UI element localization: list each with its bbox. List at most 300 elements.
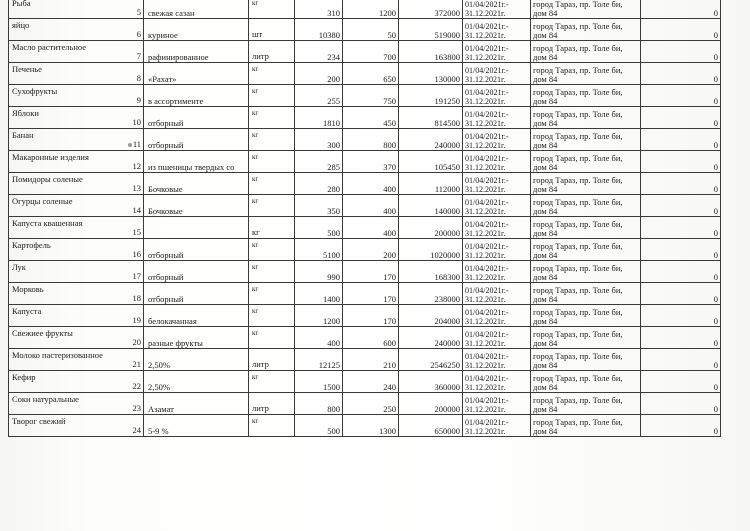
- period-end: 31.12.2021г.: [465, 97, 506, 106]
- item-description-cell: [144, 41, 249, 63]
- period-start: 01/04/2021г.-: [465, 330, 509, 339]
- unit-price-cell: [343, 217, 399, 239]
- advance-cell: [641, 371, 721, 393]
- delivery-address-house: дом 84: [533, 360, 558, 370]
- advance-value: 0: [713, 316, 718, 326]
- period-start: 01/04/2021г.-: [465, 66, 509, 75]
- period-start: 01/04/2021г.-: [465, 396, 509, 405]
- item-name-cell: [9, 239, 144, 261]
- advance-cell: [641, 305, 721, 327]
- quantity: 1810: [323, 118, 340, 128]
- quantity: 300: [327, 140, 340, 150]
- total-amount-cell: [399, 371, 463, 393]
- total-amount-cell: [399, 217, 463, 239]
- unit-price-cell: [343, 393, 399, 415]
- advance-cell: [641, 85, 721, 107]
- item-description-cell: [144, 173, 249, 195]
- unit-of-measure: литр: [252, 403, 269, 413]
- advance-cell: [641, 349, 721, 371]
- delivery-address-house: дом 84: [533, 294, 558, 304]
- item-name: Огурцы соленые: [12, 196, 73, 206]
- delivery-period-cell: [463, 371, 531, 393]
- delivery-place-cell: [531, 283, 641, 305]
- delivery-address: город Тараз, пр. Толе би,: [533, 395, 623, 405]
- delivery-period-cell: [463, 41, 531, 63]
- advance-cell: [641, 239, 721, 261]
- total-amount: 168300: [434, 272, 460, 282]
- delivery-place-cell: [531, 349, 641, 371]
- unit-cell: [249, 195, 295, 217]
- delivery-period-cell: [463, 0, 531, 19]
- unit-cell: [249, 85, 295, 107]
- delivery-place-cell: [531, 415, 641, 437]
- period-end: 31.12.2021г.: [465, 185, 506, 194]
- advance-cell: [641, 327, 721, 349]
- total-amount: 2546250: [430, 360, 460, 370]
- unit-cell: [249, 305, 295, 327]
- unit-price: 50: [387, 30, 396, 40]
- delivery-period-cell: [463, 283, 531, 305]
- delivery-period-cell: [463, 217, 531, 239]
- item-name: Лук: [12, 262, 26, 272]
- item-description-cell: [144, 261, 249, 283]
- item-description: разные фрукты: [148, 338, 203, 348]
- unit-price: 600: [383, 338, 396, 348]
- item-name-cell: [9, 283, 144, 305]
- item-description-cell: [144, 129, 249, 151]
- item-name: Картофель: [12, 240, 51, 250]
- item-name: Капуста квашенная: [12, 218, 83, 228]
- item-name-cell: [9, 327, 144, 349]
- table-row: [9, 19, 721, 41]
- unit-of-measure: кг: [252, 241, 259, 249]
- item-description: Азамат: [148, 404, 174, 414]
- unit-of-measure: кг: [252, 373, 259, 381]
- row-number: 7: [136, 51, 141, 61]
- unit-price: 450: [383, 118, 396, 128]
- unit-cell: [249, 371, 295, 393]
- advance-cell: [641, 393, 721, 415]
- row-number: 10: [132, 117, 141, 127]
- unit-price-cell: [343, 283, 399, 305]
- table-row: [9, 283, 721, 305]
- total-amount-cell: [399, 283, 463, 305]
- unit-price: 400: [383, 228, 396, 238]
- advance-value: 0: [713, 228, 718, 238]
- item-name-cell: [9, 415, 144, 437]
- period-end: 31.12.2021г.: [465, 295, 506, 304]
- quantity: 1500: [323, 382, 340, 392]
- unit-cell: [249, 349, 295, 371]
- item-name-cell: [9, 173, 144, 195]
- period-end: 31.12.2021г.: [465, 9, 506, 18]
- delivery-place-cell: [531, 129, 641, 151]
- delivery-period-cell: [463, 173, 531, 195]
- unit-price-cell: [343, 129, 399, 151]
- item-name: Банан: [12, 130, 34, 140]
- advance-value: 0: [713, 382, 718, 392]
- quantity: 310: [327, 8, 340, 18]
- total-amount: 814500: [434, 118, 460, 128]
- quantity-cell: [295, 283, 343, 305]
- period-start: 01/04/2021г.-: [465, 44, 509, 53]
- delivery-address: город Тараз, пр. Толе би,: [533, 175, 623, 185]
- procurement-rows: [9, 0, 721, 437]
- period-start: 01/04/2021г.-: [465, 220, 509, 229]
- table-row: [9, 261, 721, 283]
- row-number: 21: [132, 359, 141, 369]
- item-name: Свежиее фрукты: [12, 328, 73, 338]
- period-start: 01/04/2021г.-: [465, 418, 509, 427]
- unit-price: 650: [383, 74, 396, 84]
- item-name: Молоко пастеризованное: [12, 350, 103, 360]
- total-amount-cell: [399, 327, 463, 349]
- item-description-cell: [144, 393, 249, 415]
- total-amount: 204000: [434, 316, 460, 326]
- delivery-address-house: дом 84: [533, 96, 558, 106]
- delivery-place-cell: [531, 305, 641, 327]
- row-number: 14: [132, 205, 141, 215]
- row-number: 19: [132, 315, 141, 325]
- advance-value: 0: [713, 206, 718, 216]
- total-amount-cell: [399, 415, 463, 437]
- period-start: 01/04/2021г.-: [465, 0, 509, 9]
- unit-price: 170: [383, 294, 396, 304]
- unit-price-cell: [343, 41, 399, 63]
- quantity-cell: [295, 173, 343, 195]
- table-row: [9, 305, 721, 327]
- delivery-place-cell: [531, 107, 641, 129]
- total-amount: 200000: [434, 228, 460, 238]
- period-start: 01/04/2021г.-: [465, 286, 509, 295]
- row-number: 8: [136, 73, 141, 83]
- unit-of-measure: кг: [252, 175, 259, 183]
- item-description-cell: [144, 0, 249, 19]
- unit-cell: [249, 327, 295, 349]
- item-description: «Рахат»: [148, 74, 177, 84]
- delivery-address-house: дом 84: [533, 52, 558, 62]
- unit-price-cell: [343, 19, 399, 41]
- total-amount-cell: [399, 239, 463, 261]
- advance-value: 0: [713, 272, 718, 282]
- quantity: 5100: [323, 250, 340, 260]
- quantity: 280: [327, 184, 340, 194]
- quantity-cell: [295, 261, 343, 283]
- item-description-cell: [144, 107, 249, 129]
- item-name: Рыба: [12, 0, 31, 8]
- total-amount-cell: [399, 151, 463, 173]
- period-start: 01/04/2021г.-: [465, 374, 509, 383]
- item-name-cell: [9, 195, 144, 217]
- delivery-address-house: дом 84: [533, 184, 558, 194]
- advance-cell: [641, 217, 721, 239]
- total-amount: 140000: [434, 206, 460, 216]
- delivery-period-cell: [463, 63, 531, 85]
- unit-price: 170: [383, 272, 396, 282]
- total-amount: 1020000: [430, 250, 460, 260]
- delivery-address-house: дом 84: [533, 140, 558, 150]
- delivery-place-cell: [531, 19, 641, 41]
- advance-cell: [641, 195, 721, 217]
- table-row: [9, 129, 721, 151]
- advance-value: 0: [713, 294, 718, 304]
- period-end: 31.12.2021г.: [465, 405, 506, 414]
- advance-value: 0: [713, 74, 718, 84]
- period-start: 01/04/2021г.-: [465, 264, 509, 273]
- table-row: [9, 0, 721, 19]
- quantity-cell: [295, 349, 343, 371]
- period-start: 01/04/2021г.-: [465, 132, 509, 141]
- advance-cell: [641, 107, 721, 129]
- item-name-cell: [9, 217, 144, 239]
- quantity: 12125: [318, 360, 340, 370]
- item-name: Сухофрукты: [12, 86, 58, 96]
- delivery-address-house: дом 84: [533, 118, 558, 128]
- item-name: Масло растительное: [12, 42, 87, 52]
- delivery-place-cell: [531, 217, 641, 239]
- delivery-address: город Тараз, пр. Толе би,: [533, 219, 623, 229]
- quantity: 234: [327, 52, 340, 62]
- item-name-cell: [9, 393, 144, 415]
- table-row: [9, 151, 721, 173]
- delivery-place-cell: [531, 261, 641, 283]
- period-end: 31.12.2021г.: [465, 207, 506, 216]
- delivery-address: город Тараз, пр. Толе би,: [533, 263, 623, 273]
- delivery-address-house: дом 84: [533, 162, 558, 172]
- unit-cell: [249, 63, 295, 85]
- unit-price: 210: [383, 360, 396, 370]
- table-row: [9, 173, 721, 195]
- period-start: 01/04/2021г.-: [465, 242, 509, 251]
- item-description-cell: [144, 85, 249, 107]
- table-row: [9, 217, 721, 239]
- delivery-place-cell: [531, 151, 641, 173]
- item-description: 5-9 %: [148, 426, 169, 436]
- quantity-cell: [295, 63, 343, 85]
- unit-cell: [249, 19, 295, 41]
- delivery-address: город Тараз, пр. Толе би,: [533, 417, 623, 427]
- item-name-cell: [9, 129, 144, 151]
- delivery-address: город Тараз, пр. Толе би,: [533, 87, 623, 97]
- total-amount: 360000: [434, 382, 460, 392]
- period-end: 31.12.2021г.: [465, 383, 506, 392]
- total-amount: 130000: [434, 74, 460, 84]
- advance-cell: [641, 261, 721, 283]
- quantity-cell: [295, 41, 343, 63]
- item-description: в ассортименте: [148, 96, 204, 106]
- delivery-address: город Тараз, пр. Толе би,: [533, 131, 623, 141]
- total-amount-cell: [399, 41, 463, 63]
- item-name-cell: [9, 19, 144, 41]
- item-description-cell: [144, 151, 249, 173]
- item-description: отборный: [148, 118, 184, 128]
- period-end: 31.12.2021г.: [465, 361, 506, 370]
- unit-price: 1300: [379, 426, 396, 436]
- delivery-address-house: дом 84: [533, 8, 558, 18]
- period-end: 31.12.2021г.: [465, 31, 506, 40]
- table-row: [9, 41, 721, 63]
- row-number: 6: [136, 29, 141, 39]
- item-name-cell: [9, 151, 144, 173]
- delivery-address: город Тараз, пр. Толе би,: [533, 241, 623, 251]
- item-name: Яблоки: [12, 108, 39, 118]
- unit-price: 370: [383, 162, 396, 172]
- table-row: [9, 63, 721, 85]
- row-number: 17: [132, 271, 141, 281]
- advance-cell: [641, 151, 721, 173]
- total-amount-cell: [399, 305, 463, 327]
- item-name: Творог свежий: [12, 416, 66, 426]
- total-amount-cell: [399, 393, 463, 415]
- delivery-place-cell: [531, 239, 641, 261]
- total-amount-cell: [399, 349, 463, 371]
- table-row: [9, 85, 721, 107]
- item-description-cell: [144, 63, 249, 85]
- row-number: 11: [132, 139, 141, 149]
- advance-cell: [641, 19, 721, 41]
- advance-value: 0: [713, 360, 718, 370]
- advance-cell: [641, 41, 721, 63]
- period-start: 01/04/2021г.-: [465, 352, 509, 361]
- advance-cell: [641, 173, 721, 195]
- total-amount: 105450: [434, 162, 460, 172]
- delivery-address: город Тараз, пр. Толе би,: [533, 307, 623, 317]
- delivery-place-cell: [531, 173, 641, 195]
- period-start: 01/04/2021г.-: [465, 88, 509, 97]
- total-amount: 191250: [434, 96, 460, 106]
- delivery-address: город Тараз, пр. Толе би,: [533, 285, 623, 295]
- row-number: 16: [132, 249, 141, 259]
- advance-value: 0: [713, 250, 718, 260]
- row-number: 15: [132, 227, 141, 237]
- unit-of-measure: кг: [252, 87, 259, 95]
- row-number: 12: [132, 161, 141, 171]
- total-amount: 519000: [434, 30, 460, 40]
- unit-of-measure: кг: [252, 263, 259, 271]
- quantity-cell: [295, 217, 343, 239]
- total-amount-cell: [399, 19, 463, 41]
- quantity-cell: [295, 107, 343, 129]
- item-description: свежая сазан: [148, 8, 195, 18]
- delivery-place-cell: [531, 41, 641, 63]
- advance-value: 0: [713, 338, 718, 348]
- item-name-cell: [9, 85, 144, 107]
- item-name-cell: [9, 0, 144, 19]
- advance-value: 0: [713, 118, 718, 128]
- advance-cell: [641, 415, 721, 437]
- quantity: 400: [327, 338, 340, 348]
- item-name: Макаронные изделия: [12, 152, 89, 162]
- total-amount-cell: [399, 129, 463, 151]
- row-number: 9: [136, 95, 141, 105]
- quantity: 285: [327, 162, 340, 172]
- period-end: 31.12.2021г.: [465, 427, 506, 436]
- total-amount-cell: [399, 173, 463, 195]
- table-row: [9, 107, 721, 129]
- unit-of-measure: кг: [252, 131, 259, 139]
- delivery-place-cell: [531, 63, 641, 85]
- total-amount-cell: [399, 261, 463, 283]
- delivery-place-cell: [531, 0, 641, 19]
- period-end: 31.12.2021г.: [465, 119, 506, 128]
- unit-cell: [249, 415, 295, 437]
- total-amount: 200000: [434, 404, 460, 414]
- quantity: 990: [327, 272, 340, 282]
- unit-price: 700: [383, 52, 396, 62]
- delivery-place-cell: [531, 195, 641, 217]
- quantity-cell: [295, 327, 343, 349]
- unit-price-cell: [343, 85, 399, 107]
- unit-price: 200: [383, 250, 396, 260]
- delivery-address-house: дом 84: [533, 30, 558, 40]
- unit-of-measure: литр: [252, 359, 269, 369]
- unit-price-cell: [343, 305, 399, 327]
- unit-cell: [249, 173, 295, 195]
- delivery-address: город Тараз, пр. Толе би,: [533, 43, 623, 53]
- unit-price-cell: [343, 371, 399, 393]
- procurement-table: [8, 0, 721, 437]
- period-start: 01/04/2021г.-: [465, 198, 509, 207]
- unit-price: 250: [383, 404, 396, 414]
- advance-value: 0: [713, 140, 718, 150]
- unit-of-measure: литр: [252, 51, 269, 61]
- item-description: из пшеницы твердых со: [148, 162, 235, 172]
- period-start: 01/04/2021г.-: [465, 22, 509, 31]
- unit-cell: [249, 393, 295, 415]
- quantity: 1200: [323, 316, 340, 326]
- unit-of-measure: кг: [252, 65, 259, 73]
- advance-value: 0: [713, 426, 718, 436]
- total-amount: 650000: [434, 426, 460, 436]
- delivery-period-cell: [463, 195, 531, 217]
- delivery-address-house: дом 84: [533, 74, 558, 84]
- quantity: 255: [327, 96, 340, 106]
- delivery-address-house: дом 84: [533, 228, 558, 238]
- delivery-period-cell: [463, 261, 531, 283]
- item-name-cell: [9, 107, 144, 129]
- unit-of-measure: кг: [252, 0, 259, 7]
- quantity-cell: [295, 371, 343, 393]
- advance-value: 0: [713, 184, 718, 194]
- period-start: 01/04/2021г.-: [465, 154, 509, 163]
- delivery-period-cell: [463, 107, 531, 129]
- delivery-address: город Тараз, пр. Толе би,: [533, 65, 623, 75]
- item-name-cell: [9, 261, 144, 283]
- item-name: Соки натуральные: [12, 394, 79, 404]
- delivery-place-cell: [531, 327, 641, 349]
- row-number: 20: [132, 337, 141, 347]
- total-amount: 240000: [434, 140, 460, 150]
- scan-speck: [128, 143, 132, 147]
- item-name-cell: [9, 63, 144, 85]
- unit-cell: [249, 41, 295, 63]
- unit-price: 170: [383, 316, 396, 326]
- unit-cell: [249, 151, 295, 173]
- total-amount: 163800: [434, 52, 460, 62]
- delivery-address-house: дом 84: [533, 272, 558, 282]
- delivery-place-cell: [531, 85, 641, 107]
- unit-cell: [249, 239, 295, 261]
- unit-of-measure: шт: [252, 29, 263, 39]
- unit-price: 750: [383, 96, 396, 106]
- item-description: Бочковые: [148, 206, 183, 216]
- unit-cell: [249, 107, 295, 129]
- quantity-cell: [295, 0, 343, 19]
- advance-value: 0: [713, 162, 718, 172]
- unit-of-measure: кг: [252, 307, 259, 315]
- delivery-period-cell: [463, 19, 531, 41]
- unit-price-cell: [343, 195, 399, 217]
